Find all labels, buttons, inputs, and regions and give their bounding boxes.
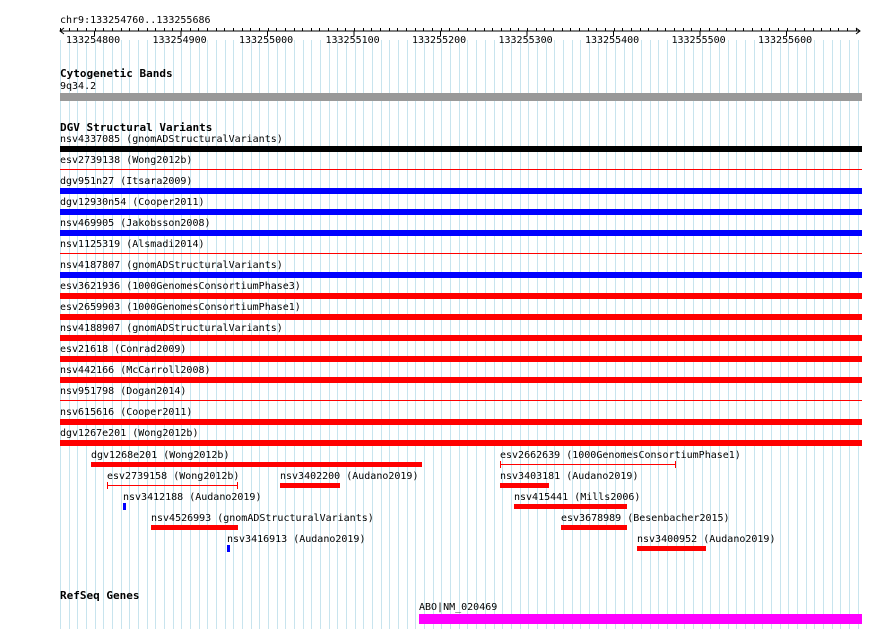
feature-label: nsv3412188 (Audano2019) — [123, 492, 262, 503]
ruler-tick-label: 133255600 — [758, 35, 813, 46]
variant-label: esv3621936 (1000GenomesConsortiumPhase3) — [60, 281, 301, 292]
feature-label: nsv4526993 (gnomADStructuralVariants) — [151, 513, 374, 524]
gene-bar[interactable] — [419, 614, 862, 624]
variant-label: nsv615616 (Cooper2011) — [60, 407, 193, 418]
variant-bar[interactable] — [60, 400, 862, 401]
feature-label: esv2662639 (1000GenomesConsortiumPhase1) — [500, 450, 741, 461]
variant-bar[interactable] — [60, 188, 862, 194]
variant-bar[interactable] — [60, 230, 862, 236]
variant-label: dgv1267e201 (Wong2012b) — [60, 428, 199, 439]
variant-bar[interactable] — [60, 146, 862, 152]
feature-bar[interactable] — [151, 525, 238, 530]
variant-label: nsv4337085 (gnomADStructuralVariants) — [60, 134, 283, 145]
feature-label: nsv3416913 (Audano2019) — [227, 534, 366, 545]
feature-label: nsv3400952 (Audano2019) — [637, 534, 776, 545]
variant-bar[interactable] — [60, 440, 862, 446]
variant-bar[interactable] — [60, 377, 862, 383]
cytoband-bar[interactable] — [60, 93, 862, 101]
ruler-tick-label: 133255200 — [412, 35, 467, 46]
variant-label: nsv469905 (Jakobsson2008) — [60, 218, 211, 229]
variant-label: dgv12930n54 (Cooper2011) — [60, 197, 205, 208]
cytoband-label: 9q34.2 — [60, 81, 97, 92]
variant-bar[interactable] — [60, 335, 862, 341]
feature-bar[interactable] — [637, 546, 706, 551]
variant-label: esv2659903 (1000GenomesConsortiumPhase1) — [60, 302, 301, 313]
refseq-track-title: RefSeq Genes — [60, 589, 140, 602]
ruler-tick-label: 133254800 — [66, 35, 121, 46]
variant-bar[interactable] — [60, 169, 862, 170]
variant-label: nsv442166 (McCarroll2008) — [60, 365, 211, 376]
ruler-tick-label: 133255400 — [585, 35, 640, 46]
feature-label: esv3678989 (Besenbacher2015) — [561, 513, 730, 524]
feature-bar[interactable] — [500, 464, 676, 465]
feature-bar[interactable] — [280, 483, 340, 488]
variant-bar[interactable] — [60, 419, 862, 425]
feature-bar[interactable] — [123, 503, 126, 510]
feature-bar-cap — [500, 461, 501, 468]
dgv-track-title: DGV Structural Variants — [60, 121, 213, 134]
feature-label: esv2739158 (Wong2012b) — [107, 471, 240, 482]
variant-label: nsv4188907 (gnomADStructuralVariants) — [60, 323, 283, 334]
variant-label: dgv951n27 (Itsara2009) — [60, 176, 193, 187]
feature-label: nsv415441 (Mills2006) — [514, 492, 641, 503]
ruler-tick-label: 133254900 — [152, 35, 207, 46]
gene-label: ABO|NM_020469 — [419, 602, 498, 613]
feature-label: dgv1268e201 (Wong2012b) — [91, 450, 230, 461]
feature-bar-cap — [675, 461, 676, 468]
variant-bar[interactable] — [60, 253, 862, 254]
feature-bar[interactable] — [500, 483, 549, 488]
feature-label: nsv3403181 (Audano2019) — [500, 471, 639, 482]
variant-label: esv2739138 (Wong2012b) — [60, 155, 193, 166]
feature-bar[interactable] — [561, 525, 627, 530]
variant-label: nsv951798 (Dogan2014) — [60, 386, 187, 397]
region-label: chr9:133254760..133255686 — [60, 15, 211, 26]
variant-label: nsv4187807 (gnomADStructuralVariants) — [60, 260, 283, 271]
feature-label: nsv3402200 (Audano2019) — [280, 471, 419, 482]
variant-label: esv21618 (Conrad2009) — [60, 344, 187, 355]
ruler-tick-label: 133255000 — [239, 35, 294, 46]
feature-bar[interactable] — [514, 504, 627, 509]
feature-bar[interactable] — [227, 545, 230, 552]
variant-label: nsv1125319 (Alsmadi2014) — [60, 239, 205, 250]
ruler-tick-label: 133255500 — [671, 35, 726, 46]
variant-bar[interactable] — [60, 209, 862, 215]
feature-bar-cap — [107, 482, 108, 489]
variant-bar[interactable] — [60, 272, 862, 278]
feature-bar[interactable] — [91, 462, 422, 467]
feature-bar-cap — [237, 482, 238, 489]
feature-bar[interactable] — [107, 485, 238, 486]
ruler-tick-label: 133255300 — [498, 35, 553, 46]
cytoband-track-title: Cytogenetic Bands — [60, 67, 173, 80]
variant-bar[interactable] — [60, 356, 862, 362]
variant-bar[interactable] — [60, 293, 862, 299]
ruler-tick-label: 133255100 — [325, 35, 380, 46]
variant-bar[interactable] — [60, 314, 862, 320]
